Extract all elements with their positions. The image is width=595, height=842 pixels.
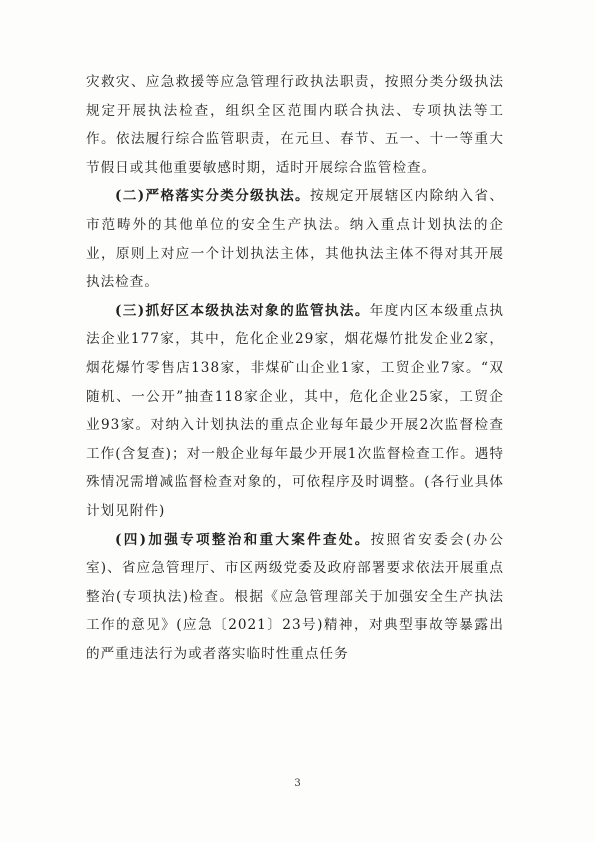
paragraph-3-text: 年度内区本级重点执法企业177家，其中，危化企业29家，烟花爆竹批发企业2家，烟花爆竹零售店138家，非煤矿山企业1家，工贸企业7家。“双随机、一公开”抽查118家企业，其中，危化企业25家，工贸企业93家。对纳入计划执法的重点企业每年最少开展2次监督检查工作(含复查)；对一般企业每年最少开展1次监督检查工作。遇特殊情况需增减监督检查对象的，可依程序及时调整。(各行业具体计划见附件) (86, 302, 504, 519)
body-text (86, 68, 504, 668)
paragraph-4 (86, 526, 504, 669)
paragraph-4-heading: (四)加强专项整治和重大案件查处。 (115, 531, 371, 548)
paragraph-1 (86, 68, 504, 182)
paragraph-2-heading: (二)严格落实分类分级执法。 (115, 188, 310, 205)
paragraph-4-text: 按照省安委会(办公室)、省应急管理厅、市区两级党委及政府部署要求依法开展重点整治(专项执法)检查。根据《应急管理部关于加强安全生产执法工作的意见》(应急〔2021〕23号)精神，对典型事故等暴露出的严重违法行为或者落实临时性重点任务 (86, 531, 504, 662)
paragraph-3 (86, 297, 504, 526)
paragraph-2 (86, 182, 504, 296)
paragraph-2-text: 按规定开展辖区内除纳入省、市范畴外的其他单位的安全生产执法。纳入重点计划执法的企业，原则上对应一个计划执法主体，其他执法主体不得对其开展执法检查。 (86, 188, 505, 291)
paragraph-1-text: 灾救灾、应急救援等应急管理行政执法职责，按照分类分级执法规定开展执法检查，组织全区范围内联合执法、专项执法等工作。依法履行综合监管职责，在元旦、春节、五一、十一等重大节假日或其他重要敏感时期，适时开展综合监管检查。 (86, 74, 504, 176)
paragraph-3-heading: (三)抓好区本级执法对象的监管执法。 (115, 302, 370, 319)
page-number: 3 (294, 778, 301, 789)
